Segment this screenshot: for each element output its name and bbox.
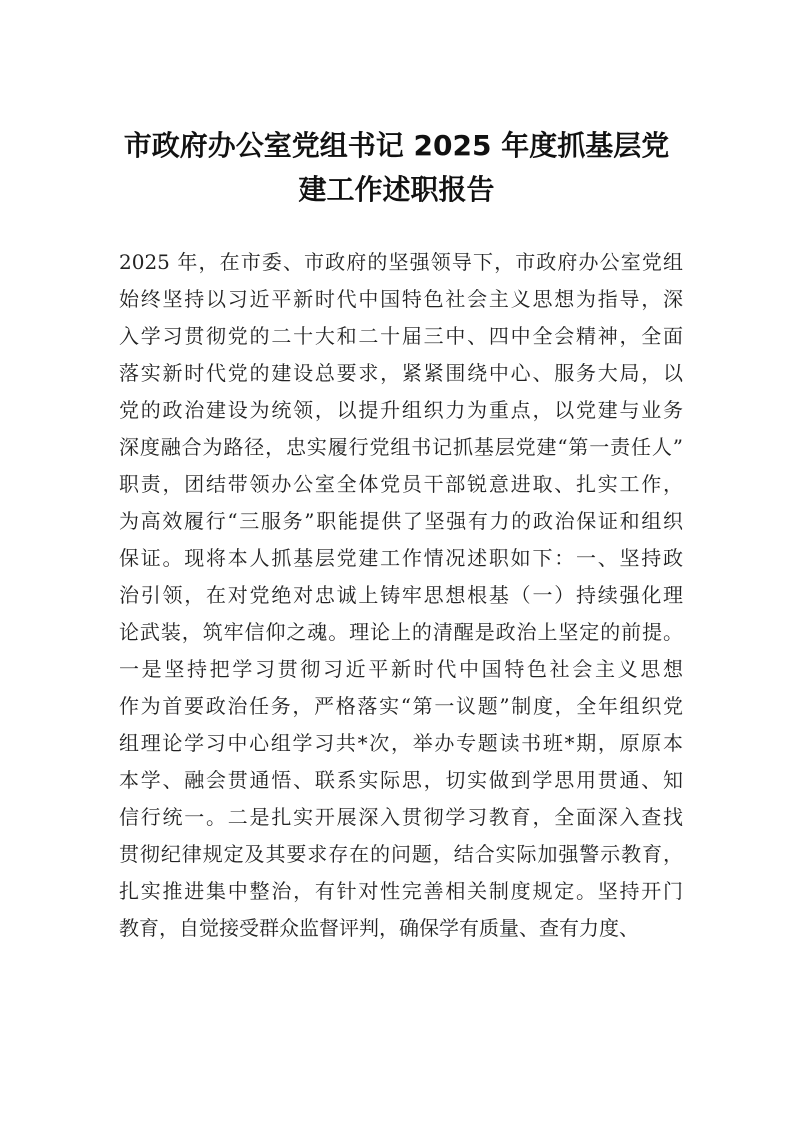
body-line: 落实新时代党的建设总要求，紧紧围绕中心、服务大局，以: [119, 361, 683, 385]
body-line: 论武装，筑牢信仰之魂。理论上的清醒是政治上坚定的前提。: [119, 620, 683, 644]
body-line: 组理论学习中心组学习共*次，举办专题读书班*期，原原本: [119, 731, 683, 755]
body-line: 教育，自觉接受群众监督评判，确保学有质量、查有力度、: [119, 916, 639, 940]
body-line: 作为首要政治任务，严格落实“第一议题”制度，全年组织党: [119, 694, 683, 718]
body-line: 为高效履行“三服务”职能提供了坚强有力的政治保证和组织: [119, 509, 683, 533]
body-line: 治引领，在对党绝对忠诚上铸牢思想根基（一）持续强化理: [119, 583, 683, 607]
body-line: 入学习贯彻党的二十大和二十届三中、四中全会精神，全面: [119, 324, 683, 348]
body-line: 信行统一。二是扎实开展深入贯彻学习教育，全面深入查找: [119, 805, 683, 829]
body-line: 本学、融会贯通悟、联系实际思，切实做到学思用贯通、知: [119, 768, 683, 792]
body-line: 一是坚持把学习贯彻习近平新时代中国特色社会主义思想: [119, 657, 683, 681]
body-line: 扎实推进集中整治，有针对性完善相关制度规定。坚持开门: [119, 879, 683, 903]
title-line: 市政府办公室党组书记 2025 年度抓基层党: [123, 129, 670, 162]
body-line: 职责，团结带领办公室全体党员干部锐意进取、扎实工作，: [119, 472, 683, 496]
body-line: 深度融合为路径，忠实履行党组书记抓基层党建“第一责任人”: [119, 435, 683, 459]
body-line: 始终坚持以习近平新时代中国特色社会主义思想为指导，深: [119, 287, 683, 311]
body-line: 保证。现将本人抓基层党建工作情况述职如下：一、坚持政: [119, 546, 683, 570]
document-title: [110, 124, 683, 212]
title-line: 建工作述职报告: [298, 173, 495, 206]
body-line: 贯彻纪律规定及其要求存在的问题，结合实际加强警示教育，: [119, 842, 683, 866]
body-line: 党的政治建设为统领，以提升组织力为重点，以党建与业务: [119, 398, 683, 422]
body-line: 2025 年，在市委、市政府的坚强领导下，市政府办公室党组: [119, 250, 683, 274]
document-body: [119, 244, 683, 947]
